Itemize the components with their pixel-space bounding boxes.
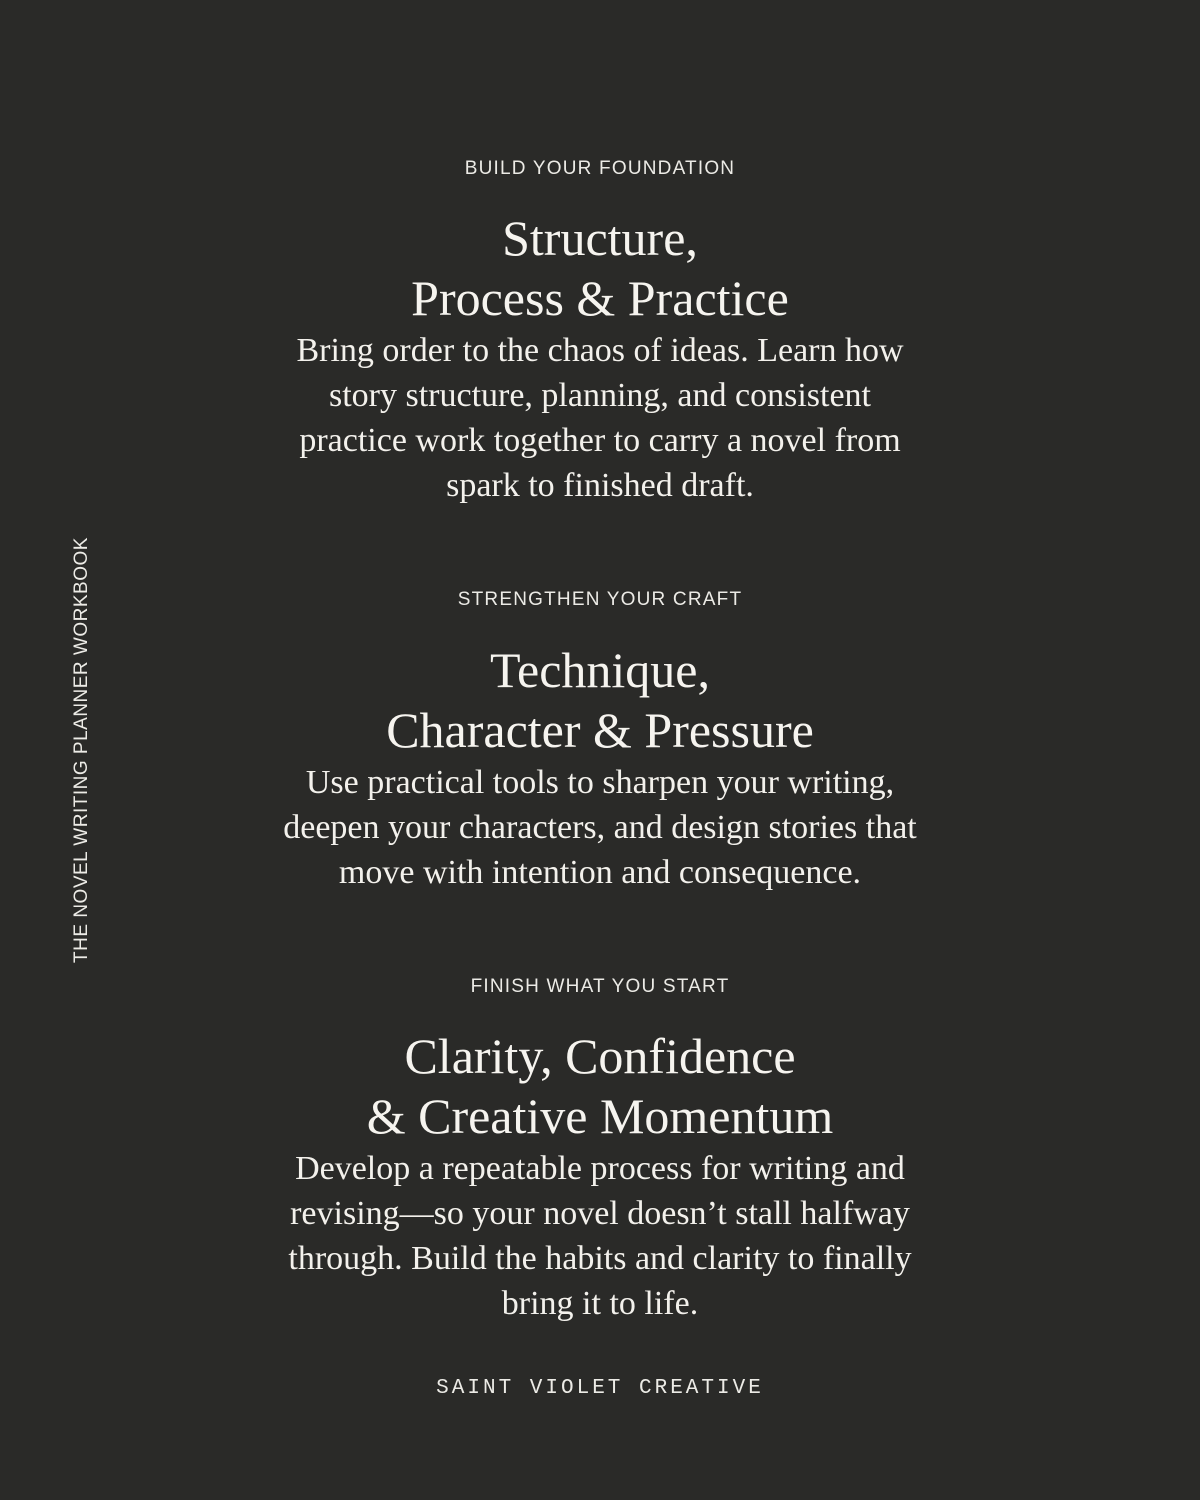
- description-line: through. Build the habits and clarity to finally: [288, 1240, 912, 1277]
- section-description: [150, 1146, 1050, 1326]
- description-line: Develop a repeatable process for writing and: [295, 1150, 905, 1187]
- section-heading: [150, 640, 1050, 760]
- description-line: move with intention and consequence.: [338, 854, 862, 891]
- side-title-vertical: THE NOVEL WRITING PLANNER WORKBOOK: [71, 537, 92, 963]
- description-line: Bring order to the chaos of ideas. Learn how: [296, 332, 904, 369]
- heading-line: Structure,: [502, 210, 698, 266]
- description-line: Use practical tools to sharpen your writing,: [305, 764, 895, 801]
- description-line: spark to finished draft.: [446, 467, 754, 504]
- section-finish: [150, 975, 1050, 1326]
- section-description: [150, 328, 1050, 508]
- heading-line: Technique,: [489, 642, 711, 698]
- description-line: bring it to life.: [501, 1285, 699, 1322]
- description-line: practice work together to carry a novel from: [299, 422, 901, 459]
- section-eyebrow: FINISH WHAT YOU START: [470, 976, 730, 997]
- heading-line: & Creative Momentum: [366, 1088, 834, 1144]
- section-description: [150, 760, 1050, 895]
- description-line: revising—so your novel doesn’t stall halfway: [290, 1195, 910, 1232]
- section-craft: [150, 588, 1050, 895]
- description-line: deepen your characters, and design stories that: [283, 809, 917, 846]
- heading-line: Process & Practice: [411, 270, 789, 326]
- section-heading: [150, 1026, 1050, 1146]
- section-heading: [150, 208, 1050, 328]
- brand-footer: SAINT VIOLET CREATIVE: [436, 1377, 764, 1400]
- section-eyebrow: STRENGTHEN YOUR CRAFT: [457, 589, 743, 610]
- heading-line: Clarity, Confidence: [404, 1028, 796, 1084]
- section-eyebrow: BUILD YOUR FOUNDATION: [464, 158, 736, 179]
- heading-line: Character & Pressure: [386, 702, 814, 758]
- section-foundation: [150, 157, 1050, 508]
- description-line: story structure, planning, and consistent: [328, 377, 871, 414]
